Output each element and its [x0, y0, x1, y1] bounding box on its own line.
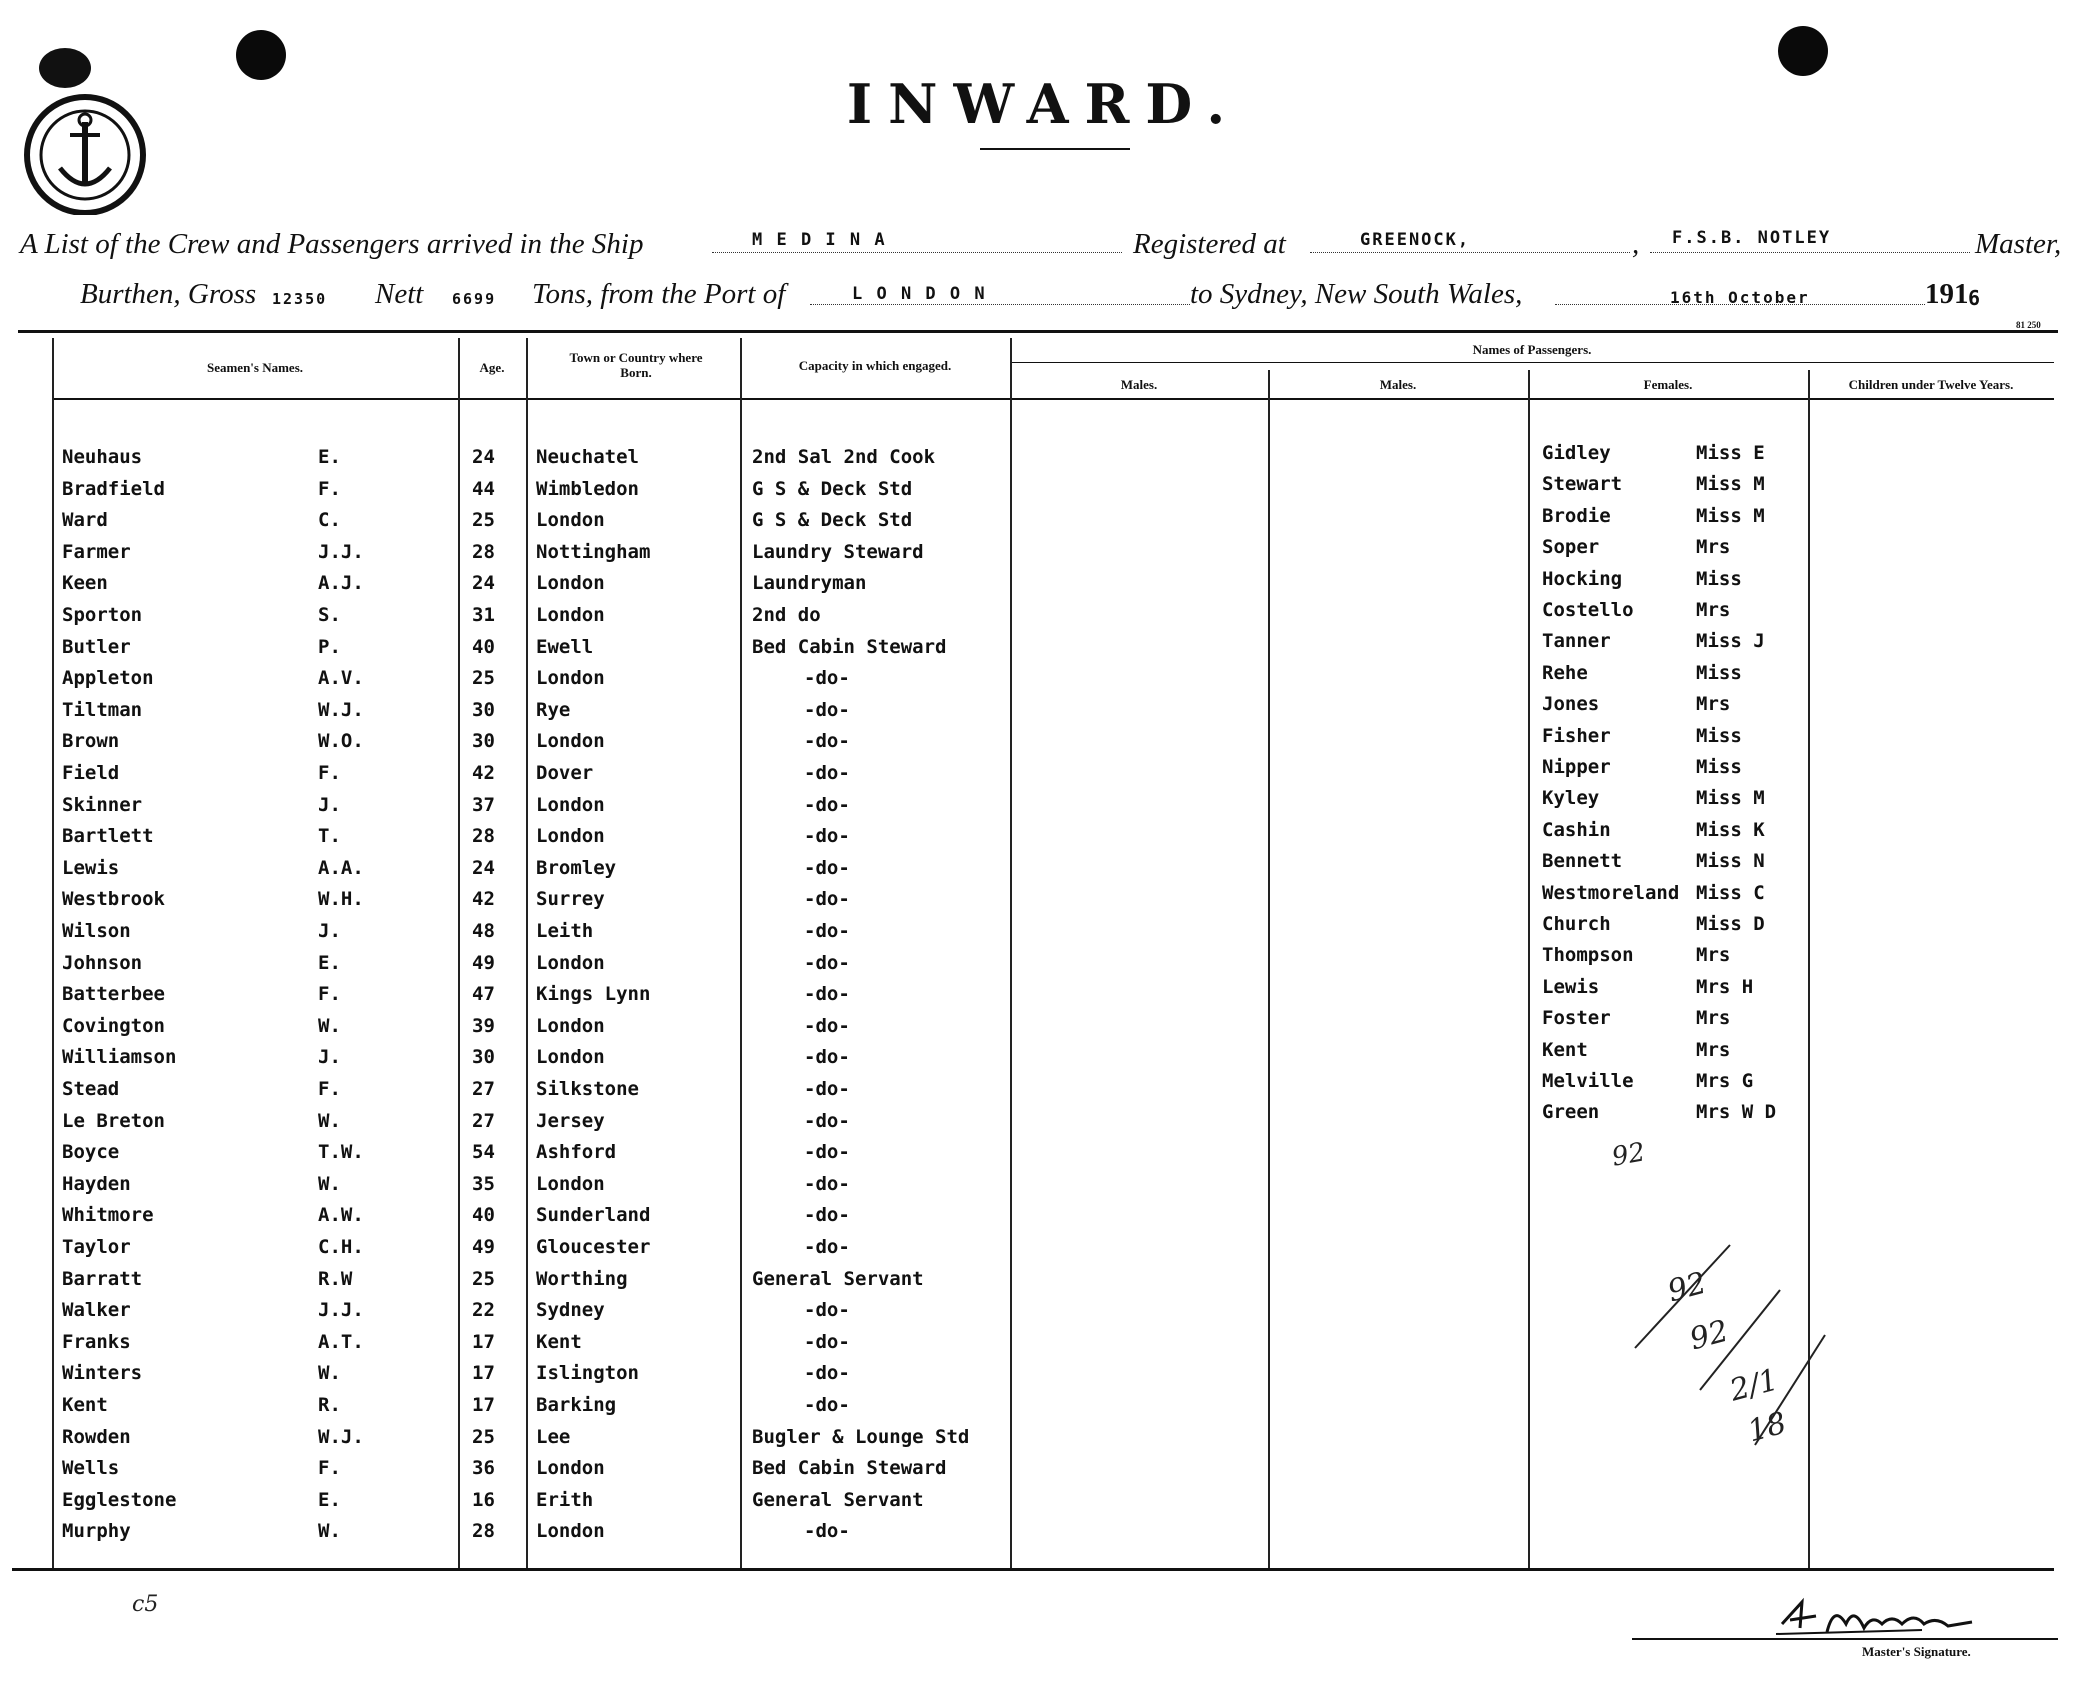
- crew-birthplace: London: [536, 604, 605, 626]
- crew-birthplace: London: [536, 572, 605, 594]
- crew-age: 44: [472, 478, 495, 500]
- col-capacity: Capacity in which engaged.: [798, 358, 952, 373]
- registered-port: GREENOCK,: [1360, 230, 1471, 250]
- crew-capacity: G S & Deck Std: [752, 478, 913, 500]
- female-passenger-surname: Bennett: [1542, 850, 1623, 872]
- crew-surname: Butler: [62, 636, 131, 658]
- crew-initials: F.: [318, 762, 341, 784]
- crew-surname: Wells: [62, 1457, 120, 1479]
- comma-mark: ,: [1632, 228, 1640, 260]
- crew-surname: Keen: [62, 572, 108, 594]
- crew-capacity: -do-: [804, 1173, 850, 1195]
- from-port: L O N D O N: [852, 284, 987, 304]
- header-line1-prefix: A List of the Crew and Passengers arrived in the Ship: [20, 228, 644, 260]
- crew-initials: W.O.: [318, 730, 364, 752]
- col-divider-left: [52, 338, 54, 1568]
- crew-age: 42: [472, 762, 495, 784]
- female-passenger-surname: Cashin: [1542, 819, 1611, 841]
- crew-initials: W.J.: [318, 699, 364, 721]
- crew-surname: Westbrook: [62, 888, 165, 910]
- signature-line: [1632, 1638, 2058, 1640]
- crew-birthplace: Islington: [536, 1362, 639, 1384]
- table-bottom-rule: [12, 1568, 2054, 1571]
- crew-birthplace: London: [536, 667, 605, 689]
- crew-capacity: -do-: [804, 1394, 850, 1416]
- crew-age: 28: [472, 1520, 495, 1542]
- master-signature: [1772, 1594, 1992, 1644]
- col-children: Children under Twelve Years.: [1848, 377, 2014, 392]
- female-passenger-title: Mrs: [1696, 536, 1731, 558]
- col-females: Females.: [1643, 377, 1693, 392]
- crew-initials: F.: [318, 983, 341, 1005]
- crew-capacity: -do-: [804, 1299, 850, 1321]
- crew-initials: W.H.: [318, 888, 364, 910]
- crew-capacity: -do-: [804, 1331, 850, 1353]
- crew-birthplace: Sydney: [536, 1299, 605, 1321]
- registered-underline: [1310, 252, 1630, 253]
- crew-initials: J.: [318, 920, 341, 942]
- female-passenger-surname: Melville: [1542, 1070, 1634, 1092]
- crew-birthplace: Dover: [536, 762, 594, 784]
- crew-surname: Neuhaus: [62, 446, 143, 468]
- crew-age: 17: [472, 1394, 495, 1416]
- crew-capacity: -do-: [804, 888, 850, 910]
- crew-capacity: -do-: [804, 1046, 850, 1068]
- crew-initials: W.: [318, 1015, 341, 1037]
- col-divider-town: [526, 338, 528, 1568]
- crew-initials: T.: [318, 825, 341, 847]
- crew-age: 24: [472, 572, 495, 594]
- crew-capacity: Bed Cabin Steward: [752, 1457, 947, 1479]
- crew-surname: Lewis: [62, 857, 120, 879]
- crew-surname: Skinner: [62, 794, 143, 816]
- crew-initials: E.: [318, 446, 341, 468]
- crew-birthplace: Silkstone: [536, 1078, 639, 1100]
- crew-capacity: Bugler & Lounge Std: [752, 1426, 970, 1448]
- crew-capacity: -do-: [804, 1015, 850, 1037]
- crew-age: 49: [472, 952, 495, 974]
- crew-capacity: -do-: [804, 667, 850, 689]
- crew-surname: Bradfield: [62, 478, 165, 500]
- crew-birthplace: London: [536, 1457, 605, 1479]
- crew-initials: W.: [318, 1362, 341, 1384]
- crew-age: 24: [472, 446, 495, 468]
- crew-surname: Ward: [62, 509, 108, 531]
- crew-surname: Kent: [62, 1394, 108, 1416]
- female-passenger-surname: Soper: [1542, 536, 1600, 558]
- crew-capacity: -do-: [804, 794, 850, 816]
- crew-surname: Bartlett: [62, 825, 154, 847]
- female-passenger-title: Mrs W D: [1696, 1101, 1777, 1123]
- female-passenger-surname: Jones: [1542, 693, 1600, 715]
- crew-age: 25: [472, 1426, 495, 1448]
- col-town: Town or Country where Born.: [569, 350, 703, 380]
- crew-initials: C.H.: [318, 1236, 364, 1258]
- punch-hole-right: [1778, 26, 1828, 76]
- crew-surname: Williamson: [62, 1046, 177, 1068]
- female-passenger-title: Mrs: [1696, 693, 1731, 715]
- crew-age: 17: [472, 1362, 495, 1384]
- crew-birthplace: Kent: [536, 1331, 582, 1353]
- crew-age: 42: [472, 888, 495, 910]
- crew-surname: Stead: [62, 1078, 120, 1100]
- crew-age: 49: [472, 1236, 495, 1258]
- crew-age: 30: [472, 699, 495, 721]
- female-passenger-title: Miss E: [1696, 442, 1765, 464]
- ship-name-underline: [712, 252, 1122, 253]
- female-passenger-title: Miss: [1696, 662, 1742, 684]
- crew-initials: W.: [318, 1110, 341, 1132]
- crew-birthplace: Surrey: [536, 888, 605, 910]
- ship-name: M E D I N A: [752, 230, 887, 250]
- col-divider-females: [1528, 370, 1530, 1568]
- col-divider-capacity: [740, 338, 742, 1568]
- crew-surname: Murphy: [62, 1520, 131, 1542]
- crew-initials: C.: [318, 509, 341, 531]
- crew-age: 27: [472, 1110, 495, 1132]
- female-passenger-surname: Lewis: [1542, 976, 1600, 998]
- nett-label: Nett: [375, 278, 424, 310]
- crew-capacity: General Servant: [752, 1268, 924, 1290]
- crew-age: 35: [472, 1173, 495, 1195]
- crew-surname: Field: [62, 762, 120, 784]
- crew-capacity: Laundryman: [752, 572, 867, 594]
- col-seamen-names: Seamen's Names.: [206, 360, 304, 375]
- crew-age: 48: [472, 920, 495, 942]
- female-passenger-surname: Green: [1542, 1101, 1600, 1123]
- crew-age: 30: [472, 730, 495, 752]
- crew-initials: A.T.: [318, 1331, 364, 1353]
- page-title: INWARD.: [846, 72, 1242, 136]
- col-divider-males2: [1268, 370, 1270, 1568]
- female-passenger-title: Miss K: [1696, 819, 1765, 841]
- crew-surname: Boyce: [62, 1141, 120, 1163]
- crew-birthplace: Erith: [536, 1489, 594, 1511]
- crew-birthplace: London: [536, 794, 605, 816]
- form-number: 81 250: [2016, 320, 2041, 330]
- crew-capacity: -do-: [804, 762, 850, 784]
- col-divider-age: [458, 338, 460, 1568]
- title-rule: [980, 148, 1130, 150]
- crew-birthplace: London: [536, 952, 605, 974]
- handwritten-note-female: 92: [1609, 1137, 1648, 1173]
- crew-birthplace: London: [536, 825, 605, 847]
- female-passenger-title: Miss M: [1696, 473, 1765, 495]
- crew-age: 40: [472, 636, 495, 658]
- crew-initials: R.: [318, 1394, 341, 1416]
- tally-slashes: [1630, 1240, 1840, 1460]
- crew-initials: A.J.: [318, 572, 364, 594]
- to-sydney-label: to Sydney, New South Wales,: [1190, 278, 1523, 310]
- master-label: Master,: [1975, 228, 2062, 260]
- female-passenger-surname: Costello: [1542, 599, 1634, 621]
- crew-capacity: G S & Deck Std: [752, 509, 913, 531]
- col-age: Age.: [479, 360, 505, 375]
- crew-birthplace: London: [536, 1015, 605, 1037]
- female-passenger-title: Mrs: [1696, 1007, 1731, 1029]
- crew-birthplace: London: [536, 1173, 605, 1195]
- female-passenger-surname: Westmoreland: [1542, 882, 1680, 904]
- crew-surname: Tiltman: [62, 699, 143, 721]
- crew-birthplace: Worthing: [536, 1268, 628, 1290]
- handwritten-tally-1: 92: [1664, 1265, 1711, 1310]
- female-passenger-surname: Rehe: [1542, 662, 1588, 684]
- crew-capacity: 2nd do: [752, 604, 821, 626]
- crew-initials: E.: [318, 952, 341, 974]
- crew-birthplace: London: [536, 1046, 605, 1068]
- crew-birthplace: London: [536, 730, 605, 752]
- burthen-label: Burthen, Gross: [80, 278, 257, 310]
- crew-initials: F.: [318, 478, 341, 500]
- arrival-date: 16th October: [1670, 288, 1810, 307]
- female-passenger-title: Miss N: [1696, 850, 1765, 872]
- female-passenger-title: Miss D: [1696, 913, 1765, 935]
- crew-capacity: -do-: [804, 1520, 850, 1542]
- crew-birthplace: Nottingham: [536, 541, 651, 563]
- crew-age: 22: [472, 1299, 495, 1321]
- crew-age: 28: [472, 825, 495, 847]
- crew-capacity: General Servant: [752, 1489, 924, 1511]
- female-passenger-surname: Brodie: [1542, 505, 1611, 527]
- crew-birthplace: Ashford: [536, 1141, 617, 1163]
- crew-capacity: -do-: [804, 1110, 850, 1132]
- crew-surname: Farmer: [62, 541, 131, 563]
- female-passenger-title: Miss: [1696, 725, 1742, 747]
- crew-age: 17: [472, 1331, 495, 1353]
- crew-initials: S.: [318, 604, 341, 626]
- crew-surname: Whitmore: [62, 1204, 154, 1226]
- crew-capacity: -do-: [804, 1141, 850, 1163]
- crew-initials: W.J.: [318, 1426, 364, 1448]
- female-passenger-title: Miss: [1696, 568, 1742, 590]
- crew-capacity: -do-: [804, 730, 850, 752]
- crew-age: 31: [472, 604, 495, 626]
- crew-initials: T.W.: [318, 1141, 364, 1163]
- crew-capacity: -do-: [804, 699, 850, 721]
- crew-surname: Franks: [62, 1331, 131, 1353]
- crew-birthplace: London: [536, 1520, 605, 1542]
- female-passenger-title: Miss M: [1696, 787, 1765, 809]
- crew-birthplace: Bromley: [536, 857, 617, 879]
- crew-initials: J.J.: [318, 1299, 364, 1321]
- crew-age: 25: [472, 1268, 495, 1290]
- female-passenger-surname: Foster: [1542, 1007, 1611, 1029]
- crew-initials: P.: [318, 636, 341, 658]
- crew-initials: W.: [318, 1173, 341, 1195]
- handwritten-tally-2: 92: [1686, 1313, 1733, 1358]
- crew-capacity: -do-: [804, 983, 850, 1005]
- crew-birthplace: Leith: [536, 920, 594, 942]
- crew-age: 16: [472, 1489, 495, 1511]
- crew-age: 54: [472, 1141, 495, 1163]
- female-passenger-surname: Tanner: [1542, 630, 1611, 652]
- crew-birthplace: Sunderland: [536, 1204, 651, 1226]
- master-name: F.S.B. NOTLEY: [1672, 228, 1832, 248]
- crew-initials: F.: [318, 1078, 341, 1100]
- year-suffix: 6: [1968, 286, 1983, 310]
- crew-surname: Wilson: [62, 920, 131, 942]
- crew-capacity: -do-: [804, 1204, 850, 1226]
- female-passenger-title: Mrs: [1696, 944, 1731, 966]
- crew-capacity: -do-: [804, 952, 850, 974]
- crew-age: 40: [472, 1204, 495, 1226]
- handwritten-tally-4: 18: [1744, 1405, 1791, 1450]
- female-passenger-title: Mrs H: [1696, 976, 1754, 998]
- col-males-2: Males.: [1379, 377, 1417, 392]
- crew-initials: A.A.: [318, 857, 364, 879]
- female-passenger-surname: Church: [1542, 913, 1611, 935]
- crew-initials: A.V.: [318, 667, 364, 689]
- crew-surname: Rowden: [62, 1426, 131, 1448]
- female-passenger-surname: Nipper: [1542, 756, 1611, 778]
- crew-capacity: 2nd Sal 2nd Cook: [752, 446, 936, 468]
- female-passenger-surname: Fisher: [1542, 725, 1611, 747]
- crew-capacity: -do-: [804, 825, 850, 847]
- crew-capacity: -do-: [804, 857, 850, 879]
- crew-initials: W.: [318, 1520, 341, 1542]
- crew-capacity: Laundry Steward: [752, 541, 924, 563]
- passenger-subheader-rule: [1012, 362, 2054, 363]
- crew-initials: J.: [318, 1046, 341, 1068]
- master-underline: [1650, 252, 1970, 253]
- female-passenger-surname: Thompson: [1542, 944, 1634, 966]
- crew-capacity: -do-: [804, 1236, 850, 1258]
- female-passenger-surname: Stewart: [1542, 473, 1623, 495]
- crew-birthplace: Rye: [536, 699, 571, 721]
- crew-surname: Sporton: [62, 604, 143, 626]
- table-top-rule: [18, 330, 2058, 333]
- crew-surname: Johnson: [62, 952, 143, 974]
- crew-birthplace: London: [536, 509, 605, 531]
- col-males-1: Males.: [1120, 377, 1158, 392]
- crew-age: 39: [472, 1015, 495, 1037]
- crew-surname: Appleton: [62, 667, 154, 689]
- nett-tonnage: 6699: [452, 290, 497, 308]
- gross-tonnage: 12350: [272, 290, 328, 308]
- crew-birthplace: Neuchatel: [536, 446, 639, 468]
- crew-age: 25: [472, 509, 495, 531]
- crew-surname: Walker: [62, 1299, 131, 1321]
- crew-initials: E.: [318, 1489, 341, 1511]
- crew-birthplace: Barking: [536, 1394, 617, 1416]
- crew-capacity: -do-: [804, 1078, 850, 1100]
- crew-initials: J.: [318, 794, 341, 816]
- female-passenger-title: Mrs: [1696, 1039, 1731, 1061]
- crew-surname: Winters: [62, 1362, 143, 1384]
- crew-age: 24: [472, 857, 495, 879]
- crew-initials: J.J.: [318, 541, 364, 563]
- crew-birthplace: Gloucester: [536, 1236, 651, 1258]
- female-passenger-title: Miss: [1696, 756, 1742, 778]
- crew-surname: Covington: [62, 1015, 165, 1037]
- female-passenger-surname: Gidley: [1542, 442, 1611, 464]
- handwritten-margin-mark: c5: [132, 1592, 159, 1617]
- crew-birthplace: Ewell: [536, 636, 594, 658]
- female-passenger-title: Miss C: [1696, 882, 1765, 904]
- female-passenger-surname: Kent: [1542, 1039, 1588, 1061]
- col-passengers: Names of Passengers.: [1472, 342, 1592, 357]
- crew-birthplace: Lee: [536, 1426, 571, 1448]
- col-divider-males1: [1010, 338, 1012, 1568]
- female-passenger-title: Miss M: [1696, 505, 1765, 527]
- crew-surname: Brown: [62, 730, 120, 752]
- crew-age: 27: [472, 1078, 495, 1100]
- from-port-underline: [810, 304, 1190, 305]
- crew-capacity: -do-: [804, 1362, 850, 1384]
- crew-initials: R.W: [318, 1268, 353, 1290]
- crew-surname: Batterbee: [62, 983, 165, 1005]
- female-passenger-title: Mrs G: [1696, 1070, 1754, 1092]
- crew-capacity: -do-: [804, 920, 850, 942]
- crew-surname: Barratt: [62, 1268, 143, 1290]
- year-prefix: 191: [1925, 278, 1969, 310]
- crew-surname: Taylor: [62, 1236, 131, 1258]
- crew-birthplace: Jersey: [536, 1110, 605, 1132]
- crew-birthplace: Kings Lynn: [536, 983, 651, 1005]
- crew-initials: A.W.: [318, 1204, 364, 1226]
- crew-age: 28: [472, 541, 495, 563]
- table-header-rule: [52, 398, 2054, 400]
- crew-surname: Le Breton: [62, 1110, 165, 1132]
- female-passenger-title: Miss J: [1696, 630, 1765, 652]
- tons-label: Tons, from the Port of: [532, 278, 786, 310]
- female-passenger-title: Mrs: [1696, 599, 1731, 621]
- female-passenger-surname: Hocking: [1542, 568, 1623, 590]
- crew-initials: F.: [318, 1457, 341, 1479]
- crew-age: 37: [472, 794, 495, 816]
- handwritten-tally-3: 2/1: [1726, 1362, 1782, 1409]
- crew-age: 36: [472, 1457, 495, 1479]
- signature-label: Master's Signature.: [1862, 1644, 1971, 1659]
- crew-age: 25: [472, 667, 495, 689]
- crew-surname: Hayden: [62, 1173, 131, 1195]
- crew-age: 47: [472, 983, 495, 1005]
- female-passenger-surname: Kyley: [1542, 787, 1600, 809]
- crew-capacity: Bed Cabin Steward: [752, 636, 947, 658]
- crew-age: 30: [472, 1046, 495, 1068]
- crew-birthplace: Wimbledon: [536, 478, 639, 500]
- registered-label: Registered at: [1133, 228, 1286, 260]
- crew-surname: Egglestone: [62, 1489, 177, 1511]
